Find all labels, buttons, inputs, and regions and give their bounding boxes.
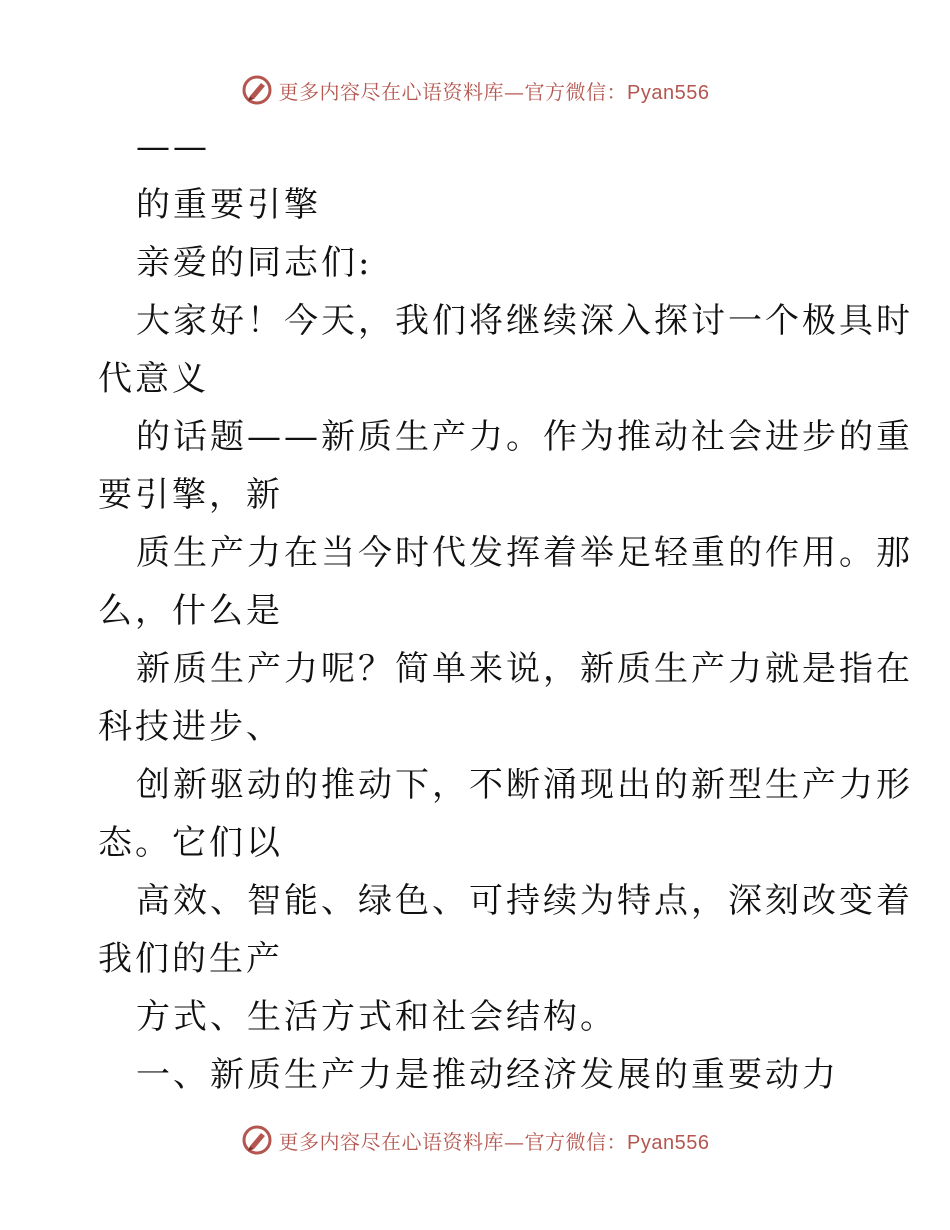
text-line: 大家好！今天，我们将继续深入探讨一个极具时 <box>136 301 913 341</box>
text-line: 的话题——新质生产力。作为推动社会进步的重 <box>136 417 913 457</box>
text-line: 质生产力在当今时代发挥着举足轻重的作用。那 <box>136 533 913 573</box>
text-line: 新质生产力呢？简单来说，新质生产力就是指在 <box>136 649 913 689</box>
footer-banner-wechat-id: Pyan556 <box>627 1131 710 1154</box>
text-line: 态。它们以 <box>98 823 283 863</box>
header-banner-wechat-id: Pyan556 <box>627 81 710 104</box>
text-line: 科技进步、 <box>98 707 283 747</box>
pen-logo-icon <box>241 74 273 106</box>
text-line: 么，什么是 <box>98 591 283 631</box>
text-line: 高效、智能、绿色、可持续为特点，深刻改变着 <box>136 881 913 921</box>
text-line: —— <box>136 127 210 167</box>
text-line: 亲爱的同志们: <box>136 243 373 283</box>
footer-banner-text <box>279 1126 710 1155</box>
header-banner-text <box>279 76 710 105</box>
footer-banner <box>0 1120 950 1160</box>
footer-banner-cn: 更多内容尽在心语资料库—官方微信： <box>278 1129 628 1154</box>
header-banner-cn: 更多内容尽在心语资料库—官方微信： <box>278 79 628 104</box>
text-line: 要引擎，新 <box>98 475 283 515</box>
text-line: 代意义 <box>98 359 209 399</box>
pen-logo-icon <box>241 1124 273 1156</box>
text-line: 方式、生活方式和社会结构。 <box>136 997 617 1037</box>
text-line: 的重要引擎 <box>136 185 321 225</box>
header-banner <box>0 70 950 110</box>
text-line: 我们的生产 <box>98 939 283 979</box>
section-heading: 一、新质生产力是推动经济发展的重要动力 <box>136 1055 839 1095</box>
document-body <box>98 118 913 1104</box>
text-line: 创新驱动的推动下，不断涌现出的新型生产力形 <box>136 765 913 805</box>
